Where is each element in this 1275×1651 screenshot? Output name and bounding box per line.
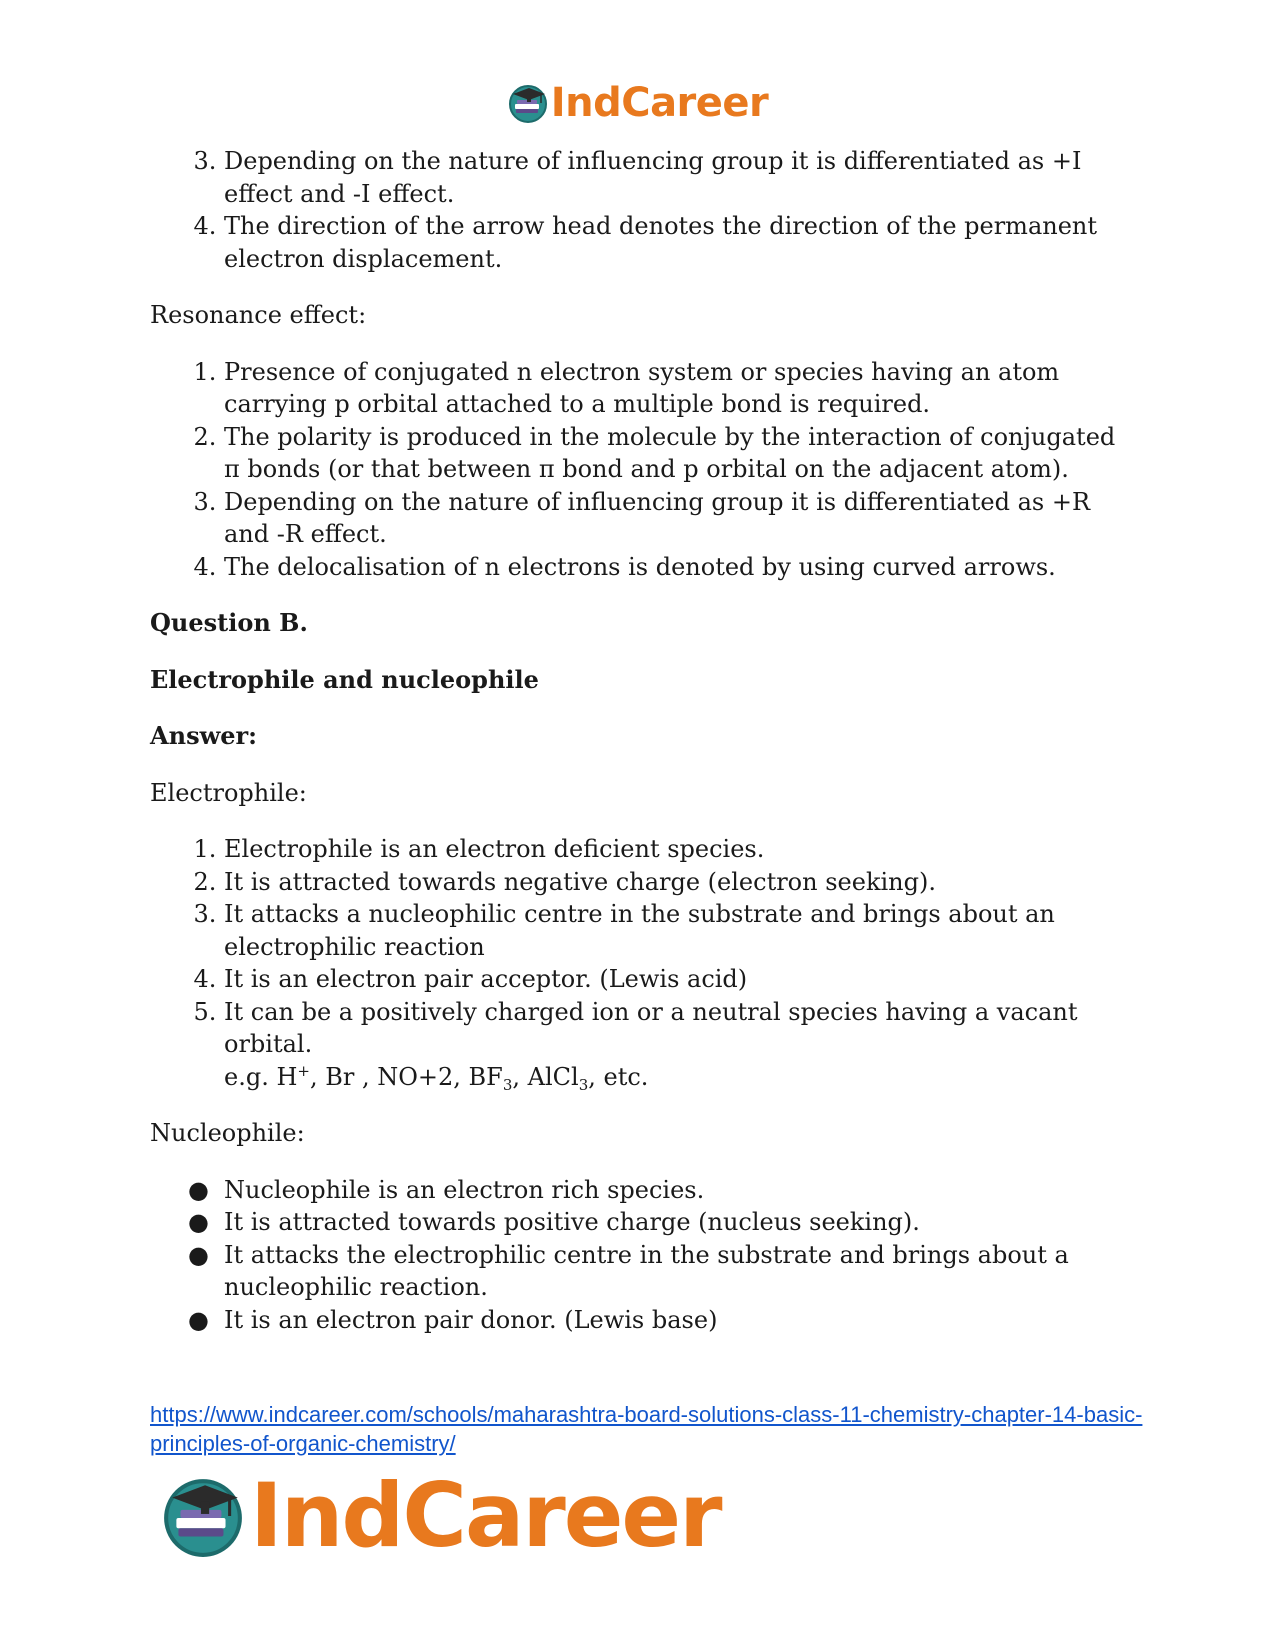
- document-body: [150, 145, 1130, 1336]
- bullet-icon: ●: [188, 1208, 209, 1236]
- list-item: 1. Presence of conjugated n electron system or species having an atom carrying p orbital attached to a multiple bond is required.: [224, 356, 1130, 421]
- resonance-list: [150, 356, 1130, 584]
- list-item: ● It is an electron pair donor. (Lewis base): [224, 1304, 1130, 1337]
- resonance-heading: Resonance effect:: [150, 301, 367, 329]
- source-link[interactable]: https://www.indcareer.com/schools/maharashtra-board-solutions-class-11-chemistry-chapter-14-basic-principles-of-organic-chemistry/: [150, 1402, 1143, 1456]
- bullet-icon: ●: [188, 1240, 209, 1269]
- list-item: ● Nucleophile is an electron rich species.: [224, 1174, 1130, 1207]
- inductive-effect-list: [150, 145, 1130, 275]
- nucleophile-list: [150, 1174, 1130, 1337]
- answer-label: Answer:: [150, 721, 258, 750]
- bullet-icon: ●: [188, 1175, 209, 1204]
- list-item: ● It attacks the electrophilic centre in the substrate and brings about a nucleophilic reaction.: [188, 1240, 1069, 1301]
- indcareer-logo-icon: [507, 82, 549, 124]
- list-item: ● It is attracted towards positive charge (nucleus seeking).: [224, 1206, 1130, 1239]
- list-item: 3. It attacks a nucleophilic centre in the substrate and brings about an electrophilic reaction: [224, 898, 1130, 963]
- indcareer-logo-icon: [160, 1473, 246, 1559]
- electrophile-example: e.g. H+, Br , NO+2, $BF_3$, AlCl$_3$, etc.: [224, 1061, 649, 1094]
- header-logo-text: IndCareer: [550, 80, 769, 126]
- list-item: 1. Electrophile is an electron deficient species.: [224, 833, 1130, 866]
- list-item: 4. The direction of the arrow head denotes the direction of the permanent electron displacement.: [224, 210, 1130, 275]
- question-label: Question B.: [150, 608, 308, 637]
- list-item: 3. Depending on the nature of influencing group it is differentiated as +I effect and -I effect.: [224, 145, 1130, 210]
- list-item: 2. It is attracted towards negative charge (electron seeking).: [224, 866, 1130, 899]
- header-logo: [0, 80, 1275, 126]
- footer-logo-text: IndCareer: [250, 1464, 721, 1567]
- bullet-icon: ●: [188, 1305, 209, 1334]
- electrophile-list: [150, 833, 1130, 1093]
- electrophile-heading: Electrophile:: [150, 778, 307, 807]
- list-item-text: It can be a positively charged ion or a neutral species having a vacant orbital.: [224, 997, 1078, 1058]
- list-item: 4. It is an electron pair acceptor. (Lewis acid): [224, 963, 1130, 996]
- list-item: [224, 996, 1130, 1094]
- list-item: 4. The delocalisation of n electrons is denoted by using curved arrows.: [224, 551, 1130, 584]
- list-item: 3. Depending on the nature of influencing group it is differentiated as +R and -R effect.: [224, 486, 1130, 551]
- footer-logo: [160, 1464, 721, 1567]
- nucleophile-heading: Nucleophile:: [150, 1119, 305, 1147]
- list-item: 2. The polarity is produced in the molecule by the interaction of conjugated π bonds (or that between π bond and p orbital on the adjacent atom).: [224, 421, 1130, 486]
- question-title: Electrophile and nucleophile: [150, 664, 539, 694]
